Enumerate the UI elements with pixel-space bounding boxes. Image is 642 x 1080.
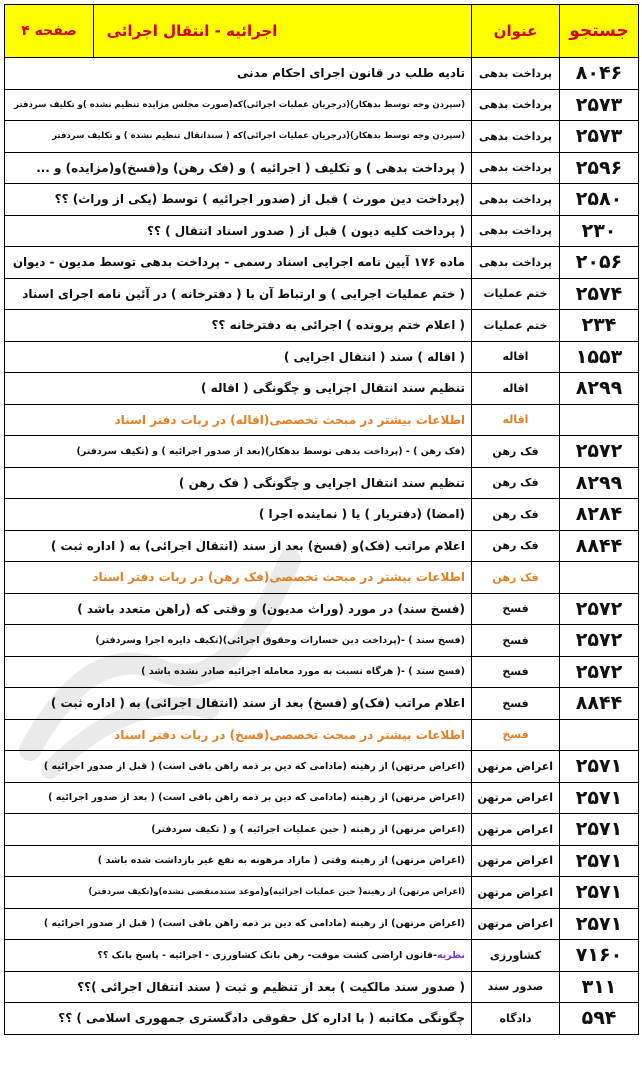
title-header — [5, 5, 472, 58]
row-topic: اعراض مرتهن — [472, 782, 560, 814]
row-topic: فسخ — [472, 688, 560, 720]
row-description: ماده ۱۷۶ آیین نامه اجرایی اسناد رسمی - پرداخت بدهی توسط مدیون - دیوان — [5, 247, 472, 279]
row-topic: فک رهن — [472, 467, 560, 499]
row-description: (اعراض مرتهن) از رهینه وقتی ( مازاد مرهونه به نفع غیر بازداشت شده باشد ) — [5, 845, 472, 877]
search-code: ۷۱۶۰ — [560, 940, 639, 972]
search-code: ۲۵۷۱ — [560, 751, 639, 783]
row-description: (سپردن وجه توسط بدهکار)(درجریان عملیات اجرائی)که ( سنداتقال تنظیم نشده ) و تکلیف سردفتر — [5, 121, 472, 153]
table-row — [5, 782, 639, 814]
row-topic: صدور سند — [472, 971, 560, 1003]
row-description: تنظیم سند انتقال اجرایی و چگونگی ( فک رهن ) — [5, 467, 472, 499]
row-description-text: -قانون اراضی کشت موقت- رهن بانک کشاورزی - اجرائیه - پاسخ بانک ؟؟ — [97, 949, 437, 961]
row-topic: فسخ — [472, 656, 560, 688]
row-description: ( اعلام ختم پرونده ) اجرائی به دفترخانه ؟؟ — [5, 310, 472, 342]
row-description: (فسخ سند ) -( هرگاه نسبت به مورد معامله اجرائیه صادر نشده باشد ) — [5, 656, 472, 688]
search-code — [560, 562, 639, 594]
row-description: (اعراض مرتهن) از رهینه ( حین عملیات اجرائیه ) و ( تکیف سردفتر) — [5, 814, 472, 846]
search-code: ۸۲۸۴ — [560, 499, 639, 531]
row-description: (اعراض مرتهن) از رهینه (مادامی که دین بر ذمه راهن باقی است) ( قبل از صدور اجرائیه ) — [5, 908, 472, 940]
row-topic: دادگاه — [472, 1003, 560, 1035]
row-description: (فسخ سند ) -(پرداخت دین خسارات وحقوق اجرائی)(تکیف دایره اجرا وسردفتر) — [5, 625, 472, 657]
table-row — [5, 845, 639, 877]
table-row — [5, 184, 639, 216]
row-description: تنظیم سند انتقال اجرایی و چگونگی ( اقاله ) — [5, 373, 472, 405]
table-row — [5, 215, 639, 247]
table-row — [5, 1003, 639, 1035]
page-title: اجرائیه - انتقال اجرائی — [106, 22, 278, 40]
row-topic: پرداخت بدهی — [472, 247, 560, 279]
search-code: ۸۸۴۴ — [560, 530, 639, 562]
table-row — [5, 940, 639, 972]
table-row — [5, 530, 639, 562]
row-description: (پرداخت دین مورث ) قبل از (صدور اجرائیه ) توسط (یکی از وراث) ؟؟ — [5, 184, 472, 216]
row-topic: فسخ — [472, 625, 560, 657]
search-code: ۲۳۰ — [560, 215, 639, 247]
row-description: (فسخ سند) در مورد (وراث مدیون) و وقتی که (راهن متعدد باشد ) — [5, 593, 472, 625]
row-topic: اعراض مرتهن — [472, 845, 560, 877]
row-description: اعلام مراتب (فک)و (فسخ) بعد از سند (انتقال اجرائی) به ( اداره ثبت ) — [5, 530, 472, 562]
table-row — [5, 908, 639, 940]
search-code: ۵۹۴ — [560, 1003, 639, 1035]
table-row — [5, 971, 639, 1003]
search-header: جستجو — [560, 5, 639, 58]
row-description: چگونگی مکاتبه ( با اداره کل حقوقی دادگستری جمهوری اسلامی ) ؟؟ — [5, 1003, 472, 1035]
row-description: ( پرداخت بدهی ) و تکلیف ( اجرائیه ) و (فک رهن) و(فسخ)و(مزایده) و ... — [5, 152, 472, 184]
search-code: ۸۰۴۶ — [560, 58, 639, 90]
row-topic: فک رهن — [472, 436, 560, 468]
search-code: ۲۵۷۲ — [560, 625, 639, 657]
more-info-link[interactable]: اطلاعات بیشتر در مبحث تخصصی(فک رهن) در ربات دفتر اسناد — [5, 562, 472, 594]
row-topic: پرداخت بدهی — [472, 89, 560, 121]
search-code: ۲۵۷۲ — [560, 436, 639, 468]
row-topic: پرداخت بدهی — [472, 121, 560, 153]
search-code: ۲۵۷۴ — [560, 278, 639, 310]
row-description: (فک رهن ) - (پرداخت بدهی توسط بدهکار)(بعد از صدور اجرائیه ) و (تکیف سردفتر) — [5, 436, 472, 468]
table-row — [5, 436, 639, 468]
row-description: (سپردن وجه توسط بدهکار)(درجریان عملیات اجرائی)که(صورت مجلس مزایده تنظیم نشده )و تکلیف سردفتر — [5, 89, 472, 121]
row-description: (اعراض مرتهن) از رهینه( حین عملیات اجرائیه)و(موعد سندمنقضی نشده)و(تکیف سردفتر) — [5, 877, 472, 909]
row-description — [5, 940, 472, 972]
search-code: ۲۳۴ — [560, 310, 639, 342]
table-row — [5, 89, 639, 121]
table-row — [5, 121, 639, 153]
row-description: (اعراض مرتهن) از رهینه (مادامی که دین بر ذمه راهن باقی است) ( قبل از صدور اجرائیه ) — [5, 751, 472, 783]
table-row — [5, 310, 639, 342]
table-row — [5, 152, 639, 184]
search-code: ۲۵۷۱ — [560, 877, 639, 909]
search-code: ۳۱۱ — [560, 971, 639, 1003]
search-code: ۸۲۹۹ — [560, 373, 639, 405]
row-description: ( ختم عملیات اجرایی ) و ارتباط آن با ( دفترخانه ) در آئین نامه اجرای اسناد — [5, 278, 472, 310]
search-code: ۲۵۷۱ — [560, 908, 639, 940]
row-topic: ختم عملیات — [472, 278, 560, 310]
search-code: ۸۸۴۴ — [560, 688, 639, 720]
row-topic: فسخ — [472, 719, 560, 751]
table-row — [5, 404, 639, 436]
row-topic: اقاله — [472, 373, 560, 405]
table-row — [5, 719, 639, 751]
search-code: ۲۵۷۲ — [560, 593, 639, 625]
row-topic: اقاله — [472, 404, 560, 436]
search-code: ۱۵۵۳ — [560, 341, 639, 373]
search-code — [560, 404, 639, 436]
row-topic: اقاله — [472, 341, 560, 373]
search-code: ۲۵۷۲ — [560, 656, 639, 688]
opinion-label: نظریه — [436, 949, 465, 961]
table-row — [5, 751, 639, 783]
topic-header: عنوان — [472, 5, 560, 58]
table-row — [5, 562, 639, 594]
search-code: ۸۲۹۹ — [560, 467, 639, 499]
search-code: ۲۵۷۱ — [560, 814, 639, 846]
row-description: ( اقاله ) سند ( انتقال اجرایی ) — [5, 341, 472, 373]
row-topic: اعراض مرتهن — [472, 908, 560, 940]
search-code: ۲۰۵۶ — [560, 247, 639, 279]
table-row — [5, 467, 639, 499]
row-description: (امضا) (دفتریار ) یا ( نماینده اجرا ) — [5, 499, 472, 531]
table-row — [5, 58, 639, 90]
search-code: ۲۵۹۶ — [560, 152, 639, 184]
search-code: ۲۵۷۳ — [560, 121, 639, 153]
search-code: ۲۵۷۱ — [560, 782, 639, 814]
index-table — [4, 4, 639, 1035]
table-row — [5, 814, 639, 846]
row-topic: پرداخت بدهی — [472, 152, 560, 184]
row-topic: فسخ — [472, 593, 560, 625]
row-description: (اعراض مرتهن) از رهینه (مادامی که دین بر ذمه راهن باقی است) ( بعد از صدور اجرائیه ) — [5, 782, 472, 814]
table-row — [5, 247, 639, 279]
row-description: اعلام مراتب (فک)و (فسخ) بعد از سند (انتقال اجرائی) به ( اداره ثبت ) — [5, 688, 472, 720]
page-number: صفحه ۴ — [5, 5, 94, 57]
row-topic: پرداخت بدهی — [472, 184, 560, 216]
table-row — [5, 877, 639, 909]
row-description: ( پرداخت کلیه دیون ) قبل از ( صدور اسناد انتقال ) ؟؟ — [5, 215, 472, 247]
table-row — [5, 593, 639, 625]
table-row — [5, 499, 639, 531]
table-row — [5, 373, 639, 405]
row-description: تادیه طلب در قانون اجرای احکام مدنی — [5, 58, 472, 90]
row-topic: اعراض مرتهن — [472, 751, 560, 783]
table-row — [5, 688, 639, 720]
row-topic: اعراض مرتهن — [472, 877, 560, 909]
table-row — [5, 341, 639, 373]
search-code — [560, 719, 639, 751]
table-row — [5, 656, 639, 688]
row-topic: فک رهن — [472, 530, 560, 562]
header-row — [5, 5, 639, 58]
row-topic: ختم عملیات — [472, 310, 560, 342]
search-code: ۲۵۸۰ — [560, 184, 639, 216]
more-info-link[interactable]: اطلاعات بیشتر در مبحث تخصصی(فسخ) در ربات دفتر اسناد — [5, 719, 472, 751]
row-topic: فک رهن — [472, 499, 560, 531]
table-row — [5, 625, 639, 657]
search-code: ۲۵۷۳ — [560, 89, 639, 121]
search-code: ۲۵۷۱ — [560, 845, 639, 877]
row-topic: پرداخت بدهی — [472, 58, 560, 90]
row-topic: اعراض مرتهن — [472, 814, 560, 846]
table-row — [5, 278, 639, 310]
row-topic: پرداخت بدهی — [472, 215, 560, 247]
row-topic: کشاورزی — [472, 940, 560, 972]
row-topic: فک رهن — [472, 562, 560, 594]
row-description: ( صدور سند مالکیت ) بعد از تنظیم و ثبت ( سند انتقال اجرائی )؟؟ — [5, 971, 472, 1003]
more-info-link[interactable]: اطلاعات بیشتر در مبحث تخصصی(اقاله) در ربات دفتر اسناد — [5, 404, 472, 436]
